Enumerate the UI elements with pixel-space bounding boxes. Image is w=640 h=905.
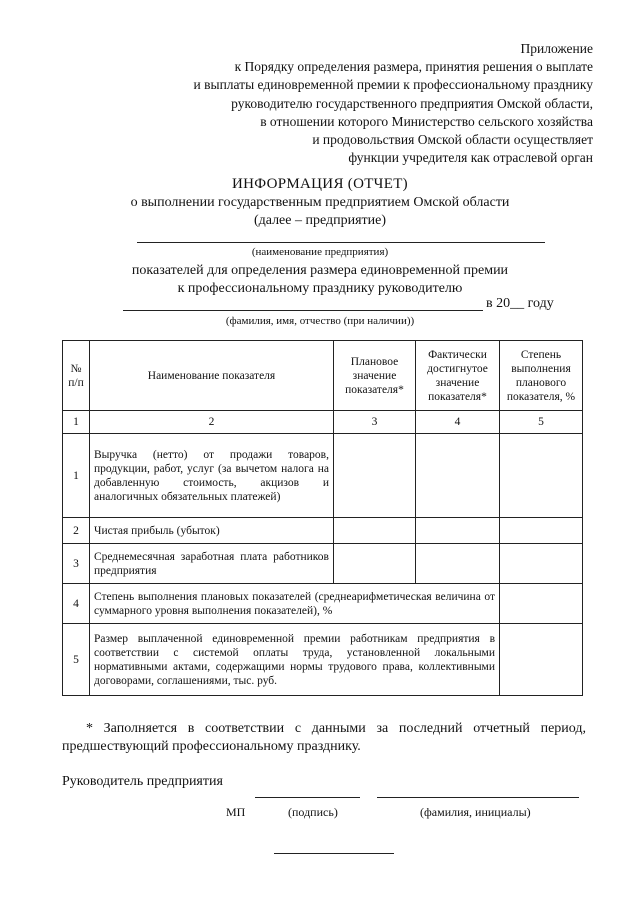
- table-header-row: [63, 341, 583, 411]
- header-name: Наименование показателя: [90, 341, 334, 411]
- row-num: 3: [63, 544, 90, 584]
- indicators-line: показателей для определения размера единовременной премии: [131, 263, 509, 278]
- degree-cell[interactable]: [500, 624, 583, 696]
- stamp-mark: МП: [226, 805, 246, 819]
- row-name: Размер выплаченной единовременной премии работникам предприятия в соответствии с системой оплаты труда, установленной локальными нормативными актами, содержащими нормы трудового права, коллективными договорами, соглашениями, тыс. руб.: [90, 624, 500, 696]
- planned-cell[interactable]: [334, 544, 416, 584]
- header-actual: Фактически достигнутое значение показателя*: [416, 341, 500, 411]
- header-planned: Плановое значение показателя*: [334, 341, 416, 411]
- index-cell: 3: [334, 411, 416, 434]
- appendix-header: [194, 40, 593, 167]
- row-name: Выручка (нетто) от продажи товаров, продукции, работ, услуг (за вычетом налога на добавленную стоимость, акцизов и аналогичных обязательных платежей): [90, 434, 334, 518]
- row-num: 4: [63, 584, 90, 624]
- appendix-line: к Порядку определения размера, принятия решения о выплате: [234, 59, 593, 75]
- index-cell: 2: [90, 411, 334, 434]
- appendix-line: функции учредителя как отраслевой орган: [348, 150, 593, 166]
- row-name: Среднемесячная заработная плата работников предприятия: [90, 544, 334, 584]
- signature-caption: (подпись): [288, 805, 338, 819]
- row-name: Чистая прибыль (убыток): [90, 518, 334, 544]
- appendix-line: Приложение: [520, 41, 593, 56]
- planned-cell[interactable]: [334, 518, 416, 544]
- row-num: 2: [63, 518, 90, 544]
- degree-cell[interactable]: [500, 584, 583, 624]
- table-index-row: [63, 411, 583, 434]
- initials-caption: (фамилия, инициалы): [420, 805, 531, 819]
- indicators-text: [0, 262, 640, 298]
- table-row: [63, 434, 583, 518]
- appendix-line: и выплаты единовременной премии к профессиональному празднику: [193, 77, 593, 93]
- table-row: [63, 584, 583, 624]
- subtitle-line: о выполнении государственным предприятием Омской области: [130, 195, 510, 210]
- enterprise-name-line: [137, 242, 545, 243]
- planned-cell[interactable]: [334, 434, 416, 518]
- degree-cell[interactable]: [500, 434, 583, 518]
- appendix-line: в отношении которого Министерство сельского хозяйства: [260, 113, 593, 129]
- index-cell: 1: [63, 411, 90, 434]
- signature-label: Руководитель предприятия: [62, 774, 223, 789]
- enterprise-caption: (наименование предприятия): [251, 246, 389, 258]
- indicators-line: к профессиональному празднику руководителю: [177, 281, 463, 296]
- document-title: ИНФОРМАЦИЯ (ОТЧЕТ): [232, 176, 408, 192]
- footnote: * Заполняется в соответствии с данными за последний отчетный период, предшествующий профессиональному празднику.: [62, 721, 586, 754]
- director-name-line: [123, 310, 483, 311]
- year-text: в 20__ году: [486, 296, 554, 311]
- document-subtitle: [0, 194, 640, 230]
- row-num: 1: [63, 434, 90, 518]
- degree-cell[interactable]: [500, 544, 583, 584]
- actual-cell[interactable]: [416, 434, 500, 518]
- appendix-line: руководителю государственного предприятия Омской области,: [231, 95, 593, 111]
- fio-caption: (фамилия, имя, отчество (при наличии)): [225, 315, 415, 327]
- indicators-table: [62, 340, 583, 696]
- row-num: 5: [63, 624, 90, 696]
- index-cell: 5: [500, 411, 583, 434]
- header-num: № п/п: [63, 341, 90, 411]
- appendix-line: и продовольствия Омской области осуществляет: [312, 132, 593, 148]
- table-row: [63, 624, 583, 696]
- bottom-separator: [274, 853, 394, 854]
- initials-line: [377, 797, 579, 798]
- header-degree: Степень выполнения планового показателя, %: [500, 341, 583, 411]
- signature-line: [255, 797, 360, 798]
- actual-cell[interactable]: [416, 544, 500, 584]
- index-cell: 4: [416, 411, 500, 434]
- table-row: [63, 544, 583, 584]
- table-row: [63, 518, 583, 544]
- subtitle-line: (далее – предприятие): [253, 213, 387, 228]
- degree-cell[interactable]: [500, 518, 583, 544]
- row-name: Степень выполнения плановых показателей (среднеарифметическая величина от суммарного уровня выполнения показателей), %: [90, 584, 500, 624]
- actual-cell[interactable]: [416, 518, 500, 544]
